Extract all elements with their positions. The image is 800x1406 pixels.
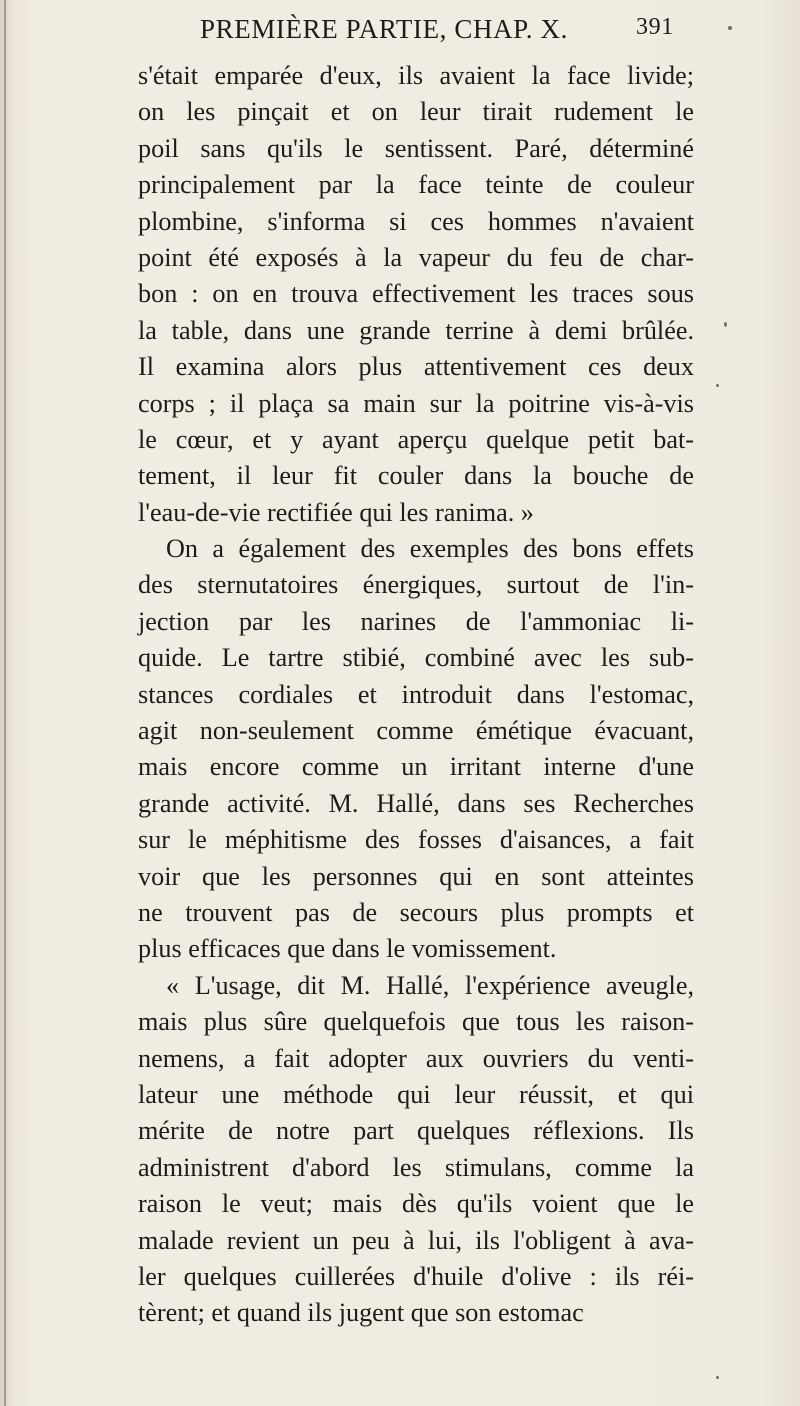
text-line: plombine, s'informa si ces hommes n'avaient <box>138 206 694 236</box>
text-line: malade revient un peu à lui, ils l'obligent à ava- <box>138 1225 694 1255</box>
text-line: nemens, a fait adopter aux ouvriers du venti- <box>138 1043 694 1073</box>
text-line: « L'usage, dit M. Hallé, l'expérience aveugle, <box>166 970 694 1000</box>
text-line: stances cordiales et introduit dans l'estomac, <box>138 679 694 709</box>
text-line: lateur une méthode qui leur réussit, et qui <box>138 1079 694 1109</box>
text-line: quide. Le tartre stibié, combiné avec les sub- <box>138 643 694 673</box>
paper-speck <box>724 322 727 327</box>
text-line: point été exposés à la vapeur du feu de char- <box>138 242 694 272</box>
text-line: l'eau-de-vie rectifiée qui les ranima. » <box>138 497 534 527</box>
page-number: 391 <box>636 14 674 40</box>
page-header <box>120 10 680 50</box>
text-line: Il examina alors plus attentivement ces deux <box>138 352 694 382</box>
text-line: raison le veut; mais dès qu'ils voient que le <box>138 1189 694 1219</box>
text-line: poil sans qu'ils le sentissent. Paré, déterminé <box>138 133 694 163</box>
paper-speck <box>728 26 732 30</box>
text-line: tèrent; et quand ils jugent que son estomac <box>138 1298 584 1328</box>
text-line: jection par les narines de l'ammoniac li- <box>138 606 694 636</box>
text-line: des sternutatoires énergiques, surtout de l'in- <box>138 570 694 600</box>
text-line: sur le méphitisme des fosses d'aisances, a fait <box>138 825 694 855</box>
body-text <box>138 58 694 1332</box>
paper-speck <box>716 384 719 387</box>
text-line: mérite de notre part quelques réflexions. Ils <box>138 1116 694 1146</box>
text-line: bon : on en trouva effectivement les traces sous <box>138 279 694 309</box>
text-line: le cœur, et y ayant aperçu quelque petit bat- <box>138 424 694 454</box>
text-line: ler quelques cuillerées d'huile d'olive : ils réi- <box>138 1261 694 1291</box>
text-line: ne trouvent pas de secours plus prompts et <box>138 897 694 927</box>
text-line: On a également des exemples des bons effets <box>166 534 694 564</box>
text-line: mais encore comme un irritant interne d'une <box>138 752 694 782</box>
binding-gutter <box>4 0 6 1406</box>
text-line: s'était emparée d'eux, ils avaient la face livide; <box>138 61 694 90</box>
text-line: la table, dans une grande terrine à demi brûlée. <box>138 315 694 345</box>
text-line: tement, il leur fit couler dans la bouche de <box>138 461 694 491</box>
text-line: mais plus sûre quelquefois que tous les raison- <box>138 1007 694 1037</box>
text-line: principalement par la face teinte de couleur <box>138 170 694 200</box>
text-line: administrent d'abord les stimulans, comme la <box>138 1152 694 1182</box>
running-head: PREMIÈRE PARTIE, CHAP. X. <box>200 14 568 44</box>
text-line: plus efficaces que dans le vomissement. <box>138 934 557 964</box>
text-line: agit non-seulement comme émétique évacuant, <box>138 716 694 746</box>
text-line: grande activité. M. Hallé, dans ses Recherches <box>138 788 694 818</box>
paper-speck <box>716 1376 719 1379</box>
text-line: corps ; il plaça sa main sur la poitrine vis-à-vis <box>138 388 694 418</box>
text-line: voir que les personnes qui en sont atteintes <box>138 861 694 891</box>
text-line: on les pinçait et on leur tirait rudement le <box>138 97 694 127</box>
